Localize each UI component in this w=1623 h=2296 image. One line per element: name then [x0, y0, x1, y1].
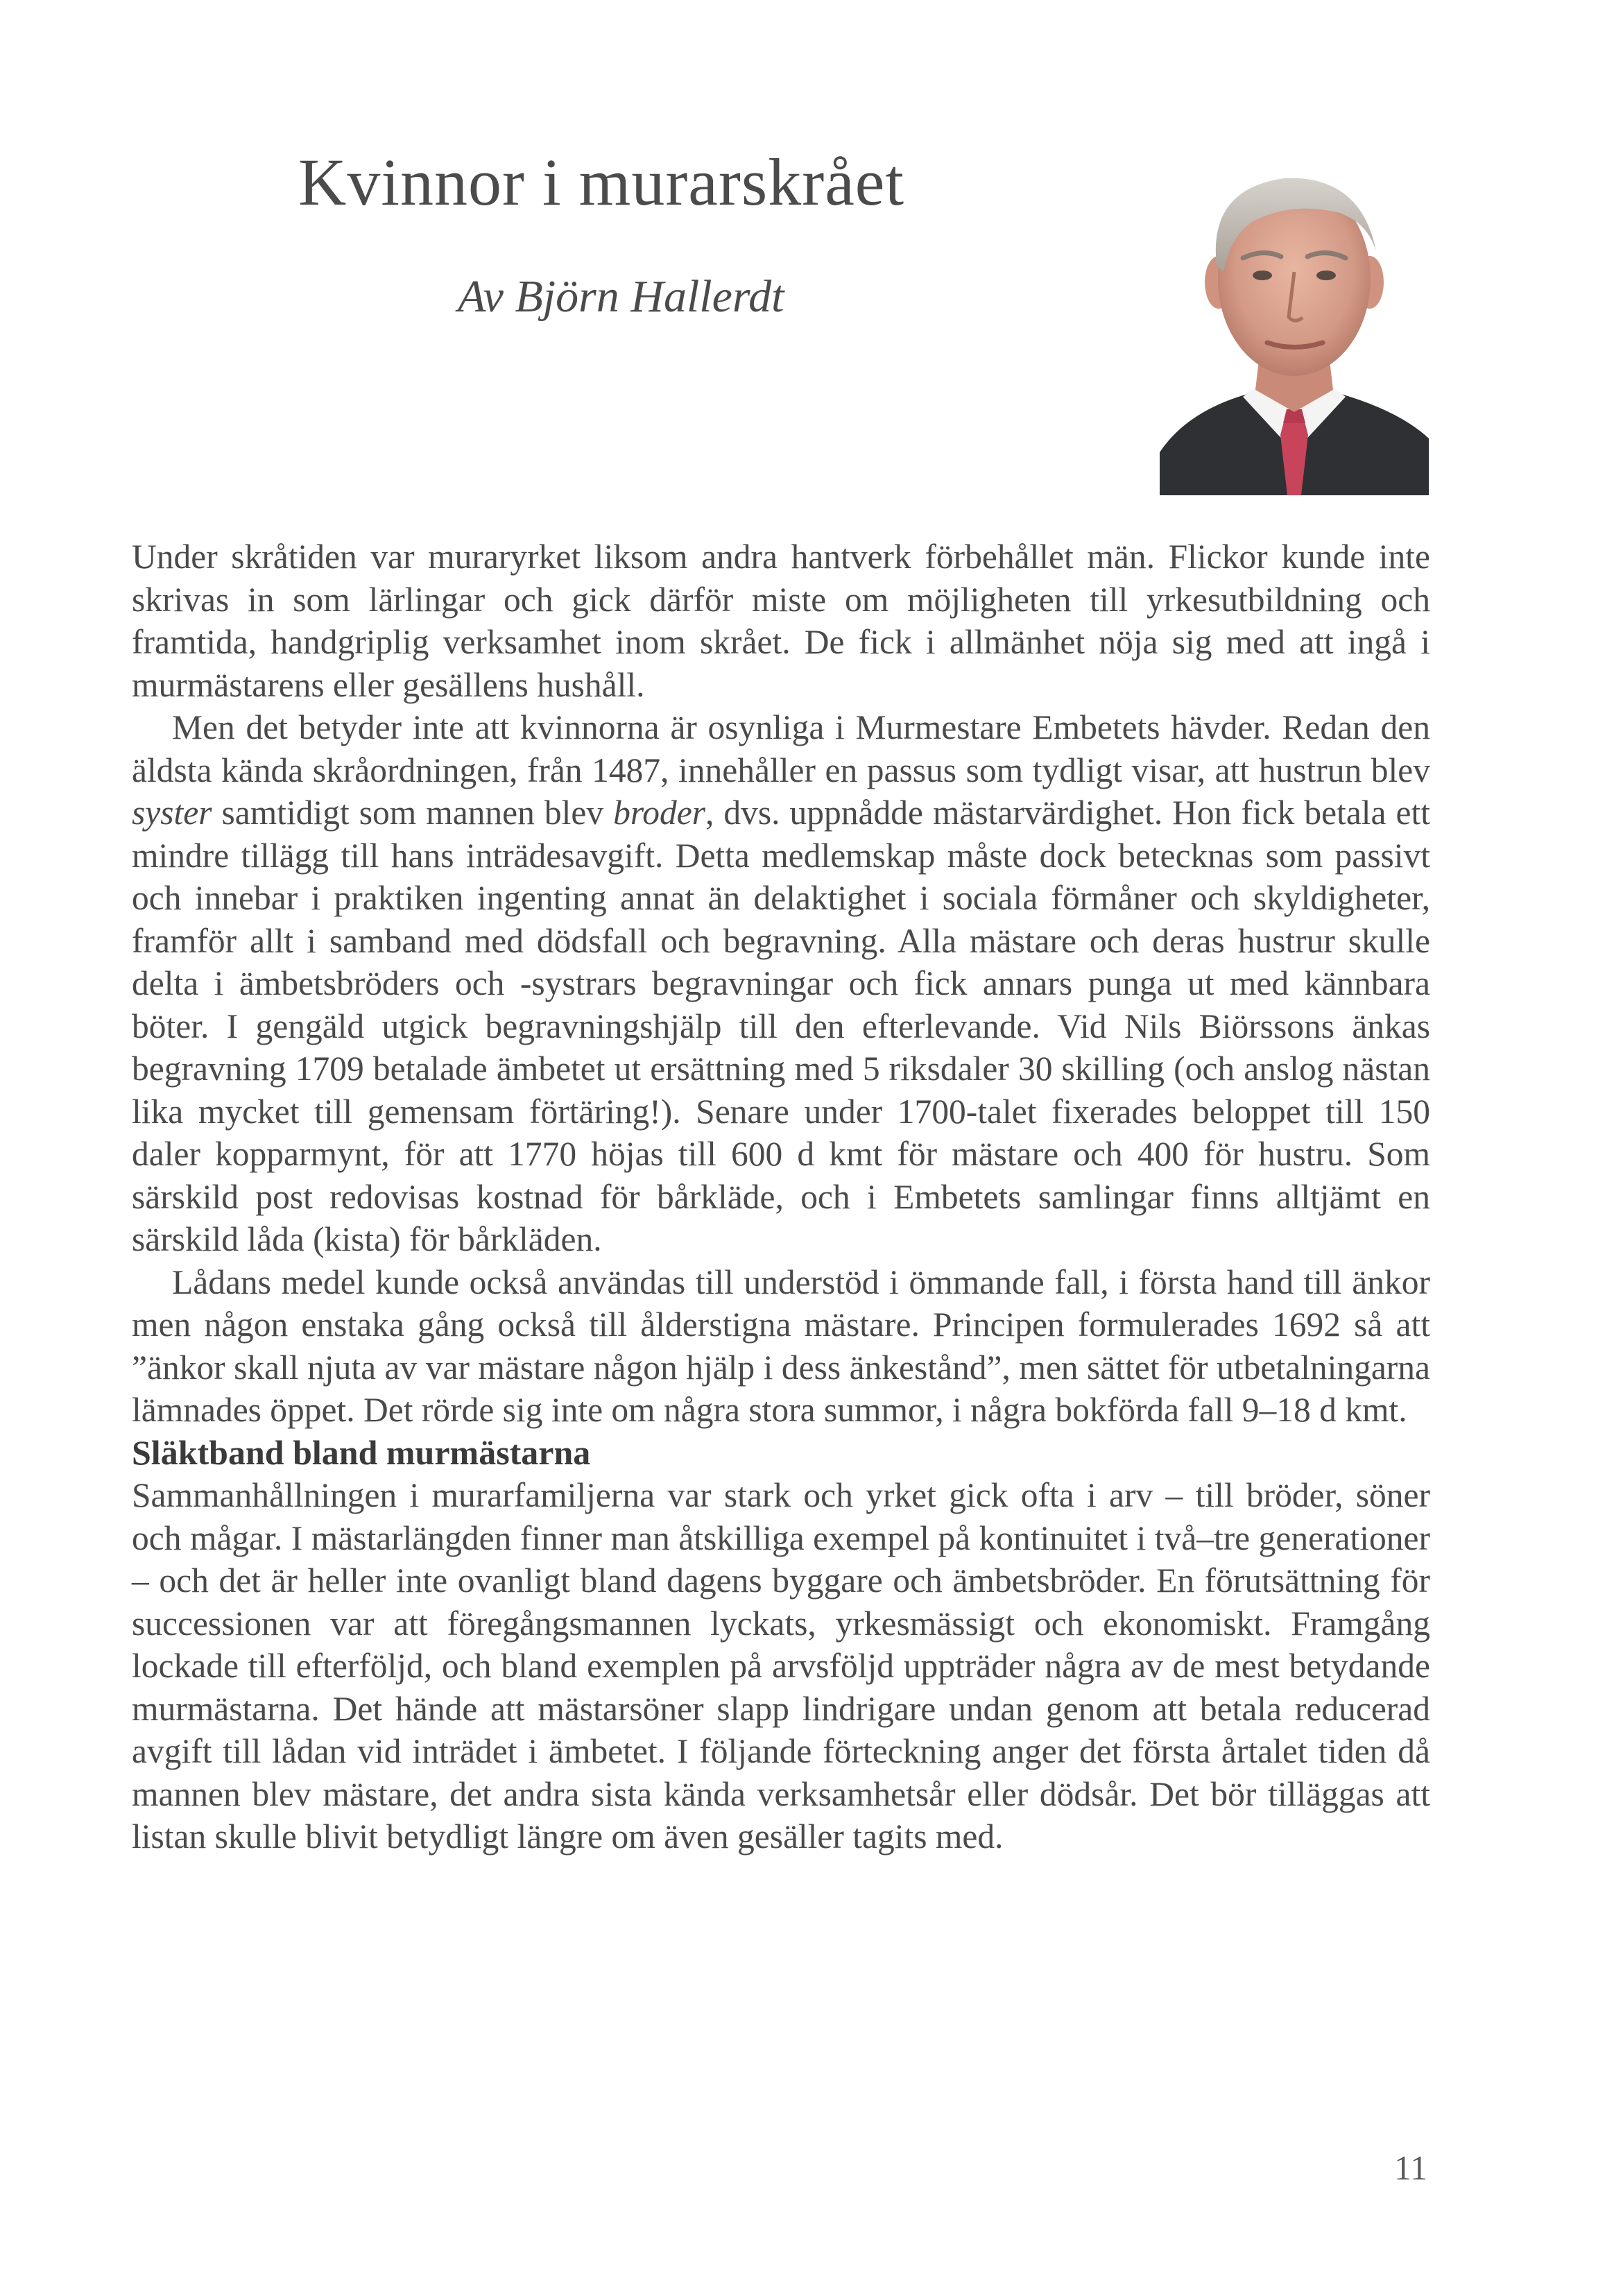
article-body	[132, 536, 1430, 1858]
page-number: 11	[1394, 2148, 1428, 2187]
author-byline: Av Björn Hallerdt	[458, 271, 784, 322]
author-portrait-icon	[1160, 161, 1429, 495]
term-broder: broder	[613, 794, 706, 832]
term-syster: syster	[132, 794, 212, 832]
section-heading: Släktband bland murmästarna	[132, 1432, 591, 1472]
paragraph-3: Lådans medel kunde också användas till understöd i ömmande fall, i första hand till änkor men någon enstaka gång också till ålderstigna mästare. Principen formulerades 1692 så att ”änkor skall njuta av var mästare någon hjälp i dess änkestånd”, men sättet för utbetalningarna lämnades öppet. Det rörde sig inte om några stora summor, i några bokförda fall 9–18 d kmt.	[132, 1262, 1430, 1429]
paragraph-2-part-1: Men det betyder inte att kvinnorna är osynliga i Murmestare Embetets hävder. Redan den äldsta kända skråordningen, från 1487, innehåller en passus som tydligt visar, att hustrun blev	[132, 708, 1430, 789]
paragraph-1: Under skråtiden var muraryrket liksom andra hantverk förbehållet män. Flickor kunde inte skrivas in som lärlingar och gick därför miste om möjligheten till yrkesutbildning och framtida, handgriplig verksamhet inom skrået. De fick i allmänhet nöja sig med att ingå i murmästarens eller gesällens hushåll.	[132, 538, 1430, 704]
paragraph-2-part-3: , dvs. uppnådde mästarvärdighet. Hon fick betala ett mindre tillägg till hans inträdesavgift. Detta medlemskap måste dock betecknas som passivt och innebar i praktiken ingenting annat än delaktighet i sociala förmåner och skyldigheter, framför allt i samband med dödsfall och begravning. Alla mästare och deras hustrur skulle delta i ämbetsbröders och -systrars begravningar och fick annars punga ut med kännbara böter. I gengäld utgick begravningshjälp till den efterlevande. Vid Nils Biörssons änkas begravning 1709 betalade ämbetet ut ersättning med 5 riksdaler 30 skilling (och anslog nästan lika mycket till gemensam förtäring!). Senare under 1700-talet fixerades beloppet till 150 daler kopparmynt, för att 1770 höjas till 600 d kmt för mästare och 400 för hustru. Som särskild post redovisas kostnad för bårkläde, och i Embetets samlingar finns alltjämt en särskild låda (kista) för bårkläden.	[132, 794, 1430, 1258]
section-paragraph: Sammanhållningen i murarfamiljerna var stark och yrket gick ofta i arv – till bröder, söner och mågar. I mästarlängden finner man åtskilliga exempel på kontinuitet i två–tre generationer – och det är heller inte ovanligt bland dagens byggare och ämbetsbröder. En förutsättning för successionen var att föregångsmannen lyckats, yrkesmässigt och ekonomiskt. Framgång lockade till efterföljd, och bland exemplen på arvsföljd uppträder några av de mest betydande murmästarna. Det hände att mästarsöner slapp lindrigare undan genom att betala reducerad avgift till lådan vid inträdet i ämbetet. I följande förteckning anger det första årtalet tiden då mannen blev mästare, det andra sista kända verksamhetsår eller dödsår. Det bör tilläggas att listan skulle blivit betydligt längre om även gesäller tagits med.	[132, 1476, 1430, 1856]
paragraph-2-part-2: samtidigt som mannen blev	[212, 794, 614, 832]
paragraph-2	[132, 706, 1430, 1261]
article-title: Kvinnor i murarskrået	[298, 145, 905, 219]
